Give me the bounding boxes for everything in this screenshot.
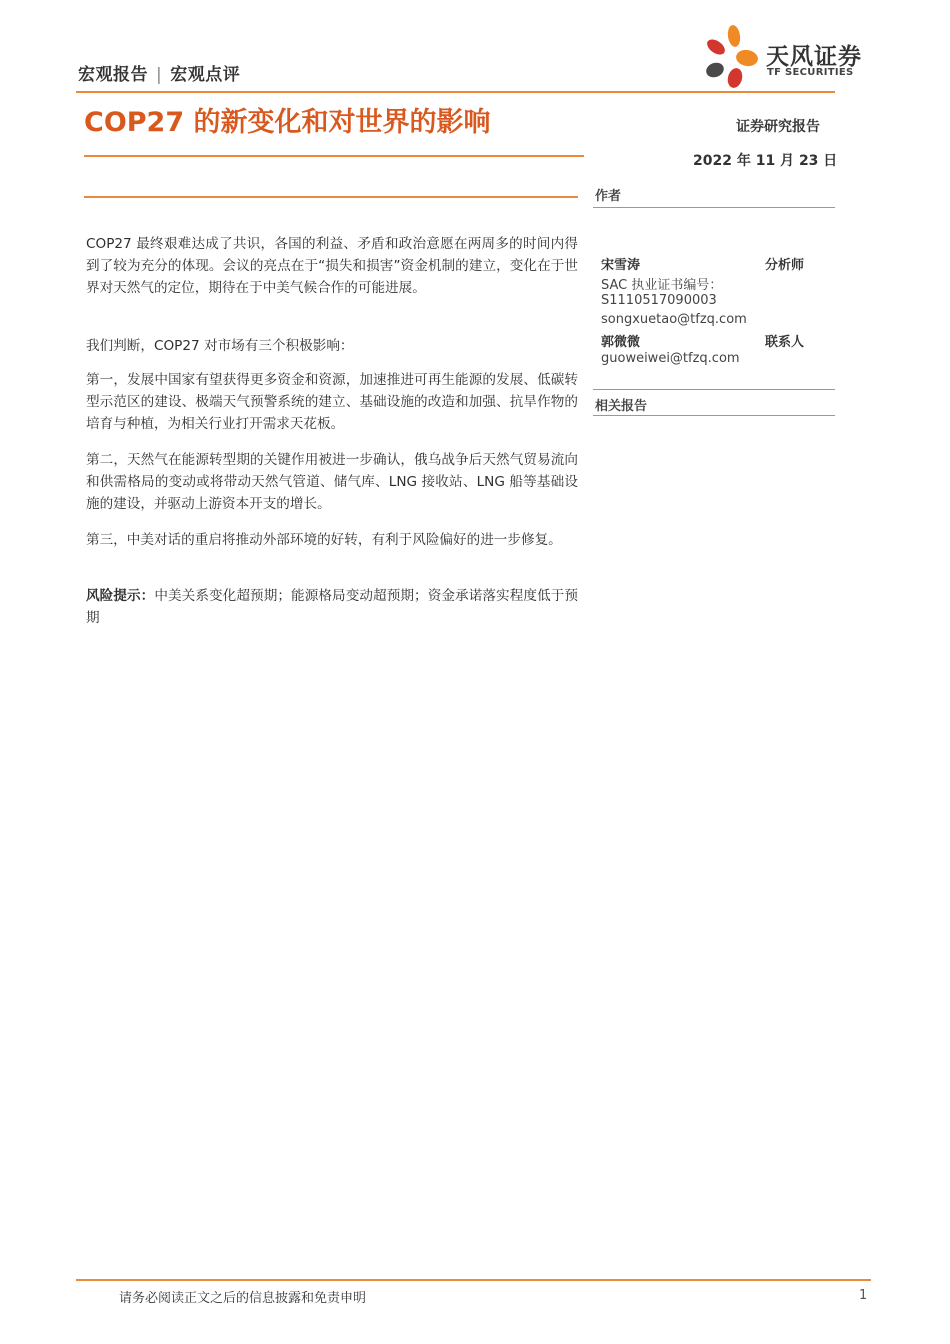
paragraph-impact-three: 第三，中美对话的重启将推动外部环境的好转，有利于风险偏好的进一步修复。 bbox=[86, 532, 562, 548]
paragraph-impact-one: 第一，发展中国家有望获得更多资金和资源，加速推进可再生能源的发展、低碳转型示范区的建设、极端天气预警系统的建立、基础设施的改造和加强、抗旱作物的培育与种植，为相关行业打开需求天花板。 bbox=[86, 372, 578, 432]
contact-role: 联系人 bbox=[765, 335, 805, 350]
subcategory-label: 宏观点评 bbox=[170, 65, 241, 85]
title-rule-top bbox=[84, 155, 584, 157]
footer-rule bbox=[76, 1279, 871, 1281]
author-cert-label: SAC 执业证书编号： bbox=[601, 278, 723, 293]
logo-english-name: TF SECURITIES bbox=[767, 67, 854, 78]
related-divider-bottom bbox=[593, 415, 835, 416]
paragraph-risk bbox=[86, 585, 578, 629]
category-separator: | bbox=[156, 65, 163, 85]
report-title: COP27 的新变化和对世界的影响 bbox=[84, 107, 491, 138]
authors-divider bbox=[593, 207, 835, 208]
category-label: 宏观报告 bbox=[78, 65, 148, 85]
contact-name: 郭微微 bbox=[601, 335, 641, 350]
risk-text: 中美关系变化超预期；能源格局变动超预期；资金承诺落实程度低于预期 bbox=[86, 588, 578, 626]
title-rule-bottom bbox=[84, 196, 578, 198]
paragraph-summary: COP27 最终艰难达成了共识，各国的利益、矛盾和政治意愿在两周多的时间内得到了较为充分的体现。会议的亮点在于“损失和损害”资金机制的建立，变化在于世界对天然气的定位，期待在于中美气候合作的可能进展。 bbox=[86, 236, 578, 296]
related-divider-top bbox=[593, 389, 835, 390]
author-role: 分析师 bbox=[765, 258, 805, 273]
logo-name: 天风证券 bbox=[766, 44, 862, 70]
authors-heading: 作者 bbox=[595, 189, 622, 204]
footer-disclaimer: 请务必阅读正文之后的信息披露和免责申明 bbox=[119, 1291, 367, 1306]
contact-email-link[interactable]: guoweiwei@tfzq.com bbox=[601, 351, 740, 366]
header-rule bbox=[76, 91, 835, 93]
author-email-link[interactable]: songxuetao@tfzq.com bbox=[601, 312, 747, 327]
paragraph-impact-two: 第二，天然气在能源转型期的关键作用被进一步确认，俄乌战争后天然气贸易流向和供需格局的变动或将带动天然气管道、储气库、LNG 接收站、LNG 船等基础设施的建设，并驱动上游资本开支的增长。 bbox=[86, 452, 578, 512]
report-date: 2022 年 11 月 23 日 bbox=[693, 153, 838, 169]
author-cert-number: S1110517090003 bbox=[601, 293, 717, 308]
page-number: 1 bbox=[859, 1288, 868, 1303]
author-name: 宋雪涛 bbox=[601, 258, 641, 273]
flower-logo-icon bbox=[703, 22, 767, 90]
paragraph-judgement: 我们判断，COP27 对市场有三个积极影响： bbox=[86, 338, 354, 354]
related-reports-heading: 相关报告 bbox=[595, 399, 648, 414]
report-type: 证券研究报告 bbox=[736, 119, 820, 135]
risk-label: 风险提示： bbox=[86, 588, 155, 604]
report-category bbox=[78, 60, 240, 85]
